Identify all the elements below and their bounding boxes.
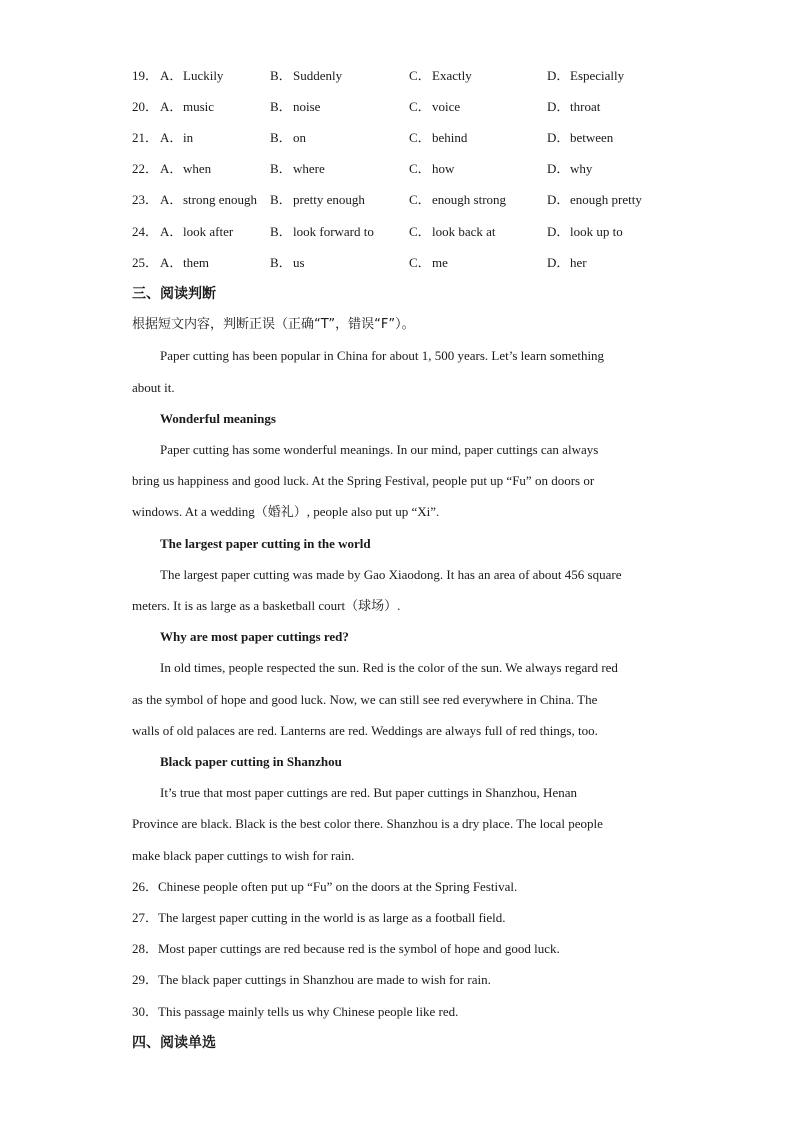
question-number: 25． [132, 255, 159, 270]
option-c: C．behind [409, 130, 468, 145]
option-a: A．in [160, 130, 194, 145]
passage-line: bring us happiness and good luck. At the Spring Festival, people put up “Fu” on doors or [132, 473, 595, 488]
option-a: A．strong enough [160, 192, 258, 207]
statement-28: 28．Most paper cuttings are red because red is the symbol of hope and good luck. [132, 941, 560, 956]
passage-subheading: Why are most paper cuttings red? [160, 629, 349, 644]
statement-29: 29．The black paper cuttings in Shanzhou are made to wish for rain. [132, 972, 491, 987]
passage-subheading: Wonderful meanings [160, 411, 276, 426]
passage-line: Paper cutting has been popular in China for about 1, 500 years. Let’s learn something [160, 348, 605, 363]
question-number: 23． [132, 192, 159, 207]
statement-26: 26．Chinese people often put up “Fu” on the doors at the Spring Festival. [132, 879, 518, 894]
option-d: D．why [547, 161, 593, 176]
option-b: B．noise [270, 99, 321, 114]
option-a: A．when [160, 161, 212, 176]
option-c: C．voice [409, 99, 461, 114]
option-d: D．look up to [547, 224, 623, 239]
option-a: A．them [160, 255, 209, 270]
option-d: D．throat [547, 99, 601, 114]
section-instruction: 根据短文内容，判断正误（正确“T”，错误“F”）。 [132, 317, 415, 332]
option-b: B．Suddenly [270, 68, 343, 83]
passage-subheading: The largest paper cutting in the world [160, 536, 371, 551]
option-a: A．Luckily [160, 68, 224, 83]
option-d: D．her [547, 255, 587, 270]
option-a: A．music [160, 99, 215, 114]
passage-line: It’s true that most paper cuttings are red. But paper cuttings in Shanzhou, Henan [160, 785, 577, 800]
passage-line: Province are black. Black is the best color there. Shanzhou is a dry place. The local people [132, 816, 603, 831]
option-b: B．pretty enough [270, 192, 365, 207]
passage-line: as the symbol of hope and good luck. Now, we can still see red everywhere in China. The [132, 692, 598, 707]
option-c: C．enough strong [409, 192, 507, 207]
option-d: D．Especially [547, 68, 625, 83]
passage-line: make black paper cuttings to wish for rain. [132, 848, 355, 863]
option-a: A．look after [160, 224, 234, 239]
passage-line: about it. [132, 380, 175, 395]
option-c: C．Exactly [409, 68, 472, 83]
section-heading-reading-choice: 四、阅读单选 [132, 1035, 216, 1051]
passage-line: Paper cutting has some wonderful meanings. In our mind, paper cuttings can always [160, 442, 599, 457]
option-d: D．between [547, 130, 614, 145]
option-c: C．look back at [409, 224, 496, 239]
option-b: B．on [270, 130, 306, 145]
question-number: 19． [132, 68, 159, 83]
passage-line: walls of old palaces are red. Lanterns are red. Weddings are always full of red things, too. [132, 723, 598, 738]
passage-line: The largest paper cutting was made by Gao Xiaodong. It has an area of about 456 square [160, 567, 622, 582]
passage-line: meters. It is as large as a basketball court（球场）. [132, 598, 401, 613]
statement-30: 30．This passage mainly tells us why Chinese people like red. [132, 1004, 459, 1019]
option-b: B．look forward to [270, 224, 374, 239]
question-number: 24． [132, 224, 159, 239]
option-b: B．us [270, 255, 305, 270]
question-number: 20． [132, 99, 159, 114]
option-c: C．how [409, 161, 455, 176]
section-heading-reading-judgement: 三、阅读判断 [132, 286, 216, 302]
passage-subheading: Black paper cutting in Shanzhou [160, 754, 342, 769]
passage-line: In old times, people respected the sun. Red is the color of the sun. We always regard red [160, 660, 618, 675]
statement-27: 27．The largest paper cutting in the world is as large as a football field. [132, 910, 506, 925]
question-number: 22． [132, 161, 159, 176]
option-d: D．enough pretty [547, 192, 642, 207]
option-c: C．me [409, 255, 448, 270]
option-b: B．where [270, 161, 325, 176]
question-number: 21． [132, 130, 159, 145]
passage-line: windows. At a wedding（婚礼）, people also put up “Xi”. [132, 504, 440, 519]
